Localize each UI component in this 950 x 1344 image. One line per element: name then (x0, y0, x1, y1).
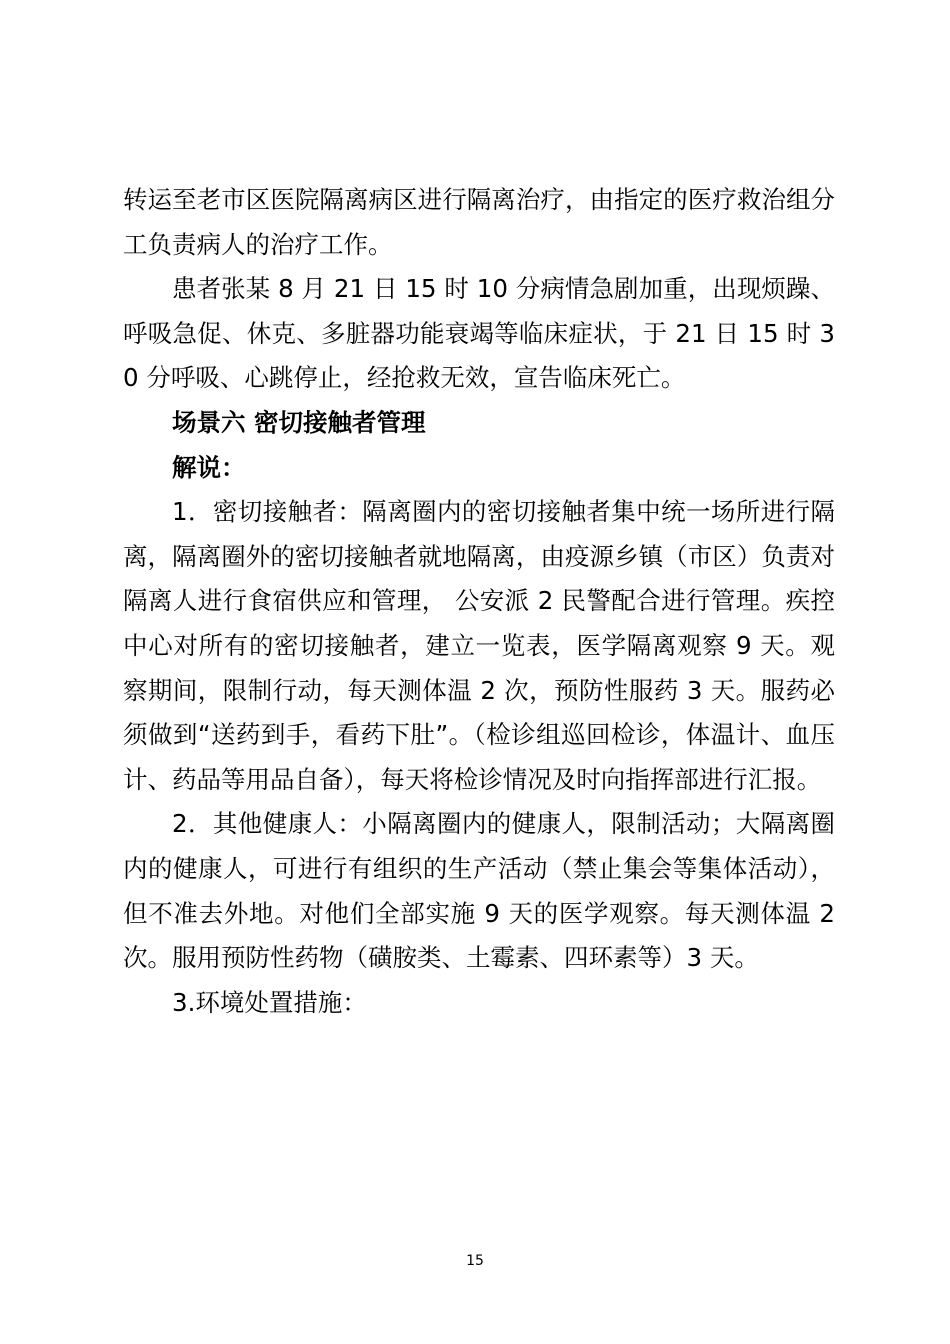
paragraph-close-contacts: 1．密切接触者：隔离圈内的密切接触者集中统一场所进行隔离，隔离圈外的密切接触者就地隔离，由疫源乡镇（市区）负责对隔离人进行食宿供应和管理， 公安派 2 民警配合进行管理。疾控中心对所有的密切接触者，建立一览表，医学隔离观察 9 天。观察期间，限制行动，每天测体温 2 次，预防性服药 3 天。服药必须做到“送药到手，看药下肚”。（检诊组巡回检诊，体温计、血压计、药品等用品自备），每天将检诊情况及时向指挥部进行汇报。 (123, 497, 835, 794)
paragraph-patient-death: 患者张某 8 月 21 日 15 时 10 分病情急剧加重，出现烦躁、呼吸急促、休克、多脏器功能衰竭等临床症状，于 21 日 15 时 30 分呼吸、心跳停止，经抢救无效，宣告临床死亡。 (123, 274, 835, 393)
document-body (123, 178, 835, 1025)
paragraph-transfer: 转运至老市区医院隔离病区进行隔离治疗，由指定的医疗救治组分工负责病人的治疗工作。 (123, 185, 835, 259)
paragraph-environment-measures: 3.环境处置措施： (172, 987, 367, 1017)
subheading-explanation: 解说： (172, 452, 246, 482)
section-heading-scene-six: 场景六 密切接触者管理 (172, 407, 426, 437)
page-number: 15 (466, 1253, 484, 1269)
paragraph-other-healthy: 2．其他健康人：小隔离圈内的健康人，限制活动；大隔离圈内的健康人，可进行有组织的生产活动（禁止集会等集体活动），但不准去外地。对他们全部实施 9 天的医学观察。每天测体温 2 次。服用预防性药物（磺胺类、土霉素、四环素等）3 天。 (123, 809, 835, 973)
